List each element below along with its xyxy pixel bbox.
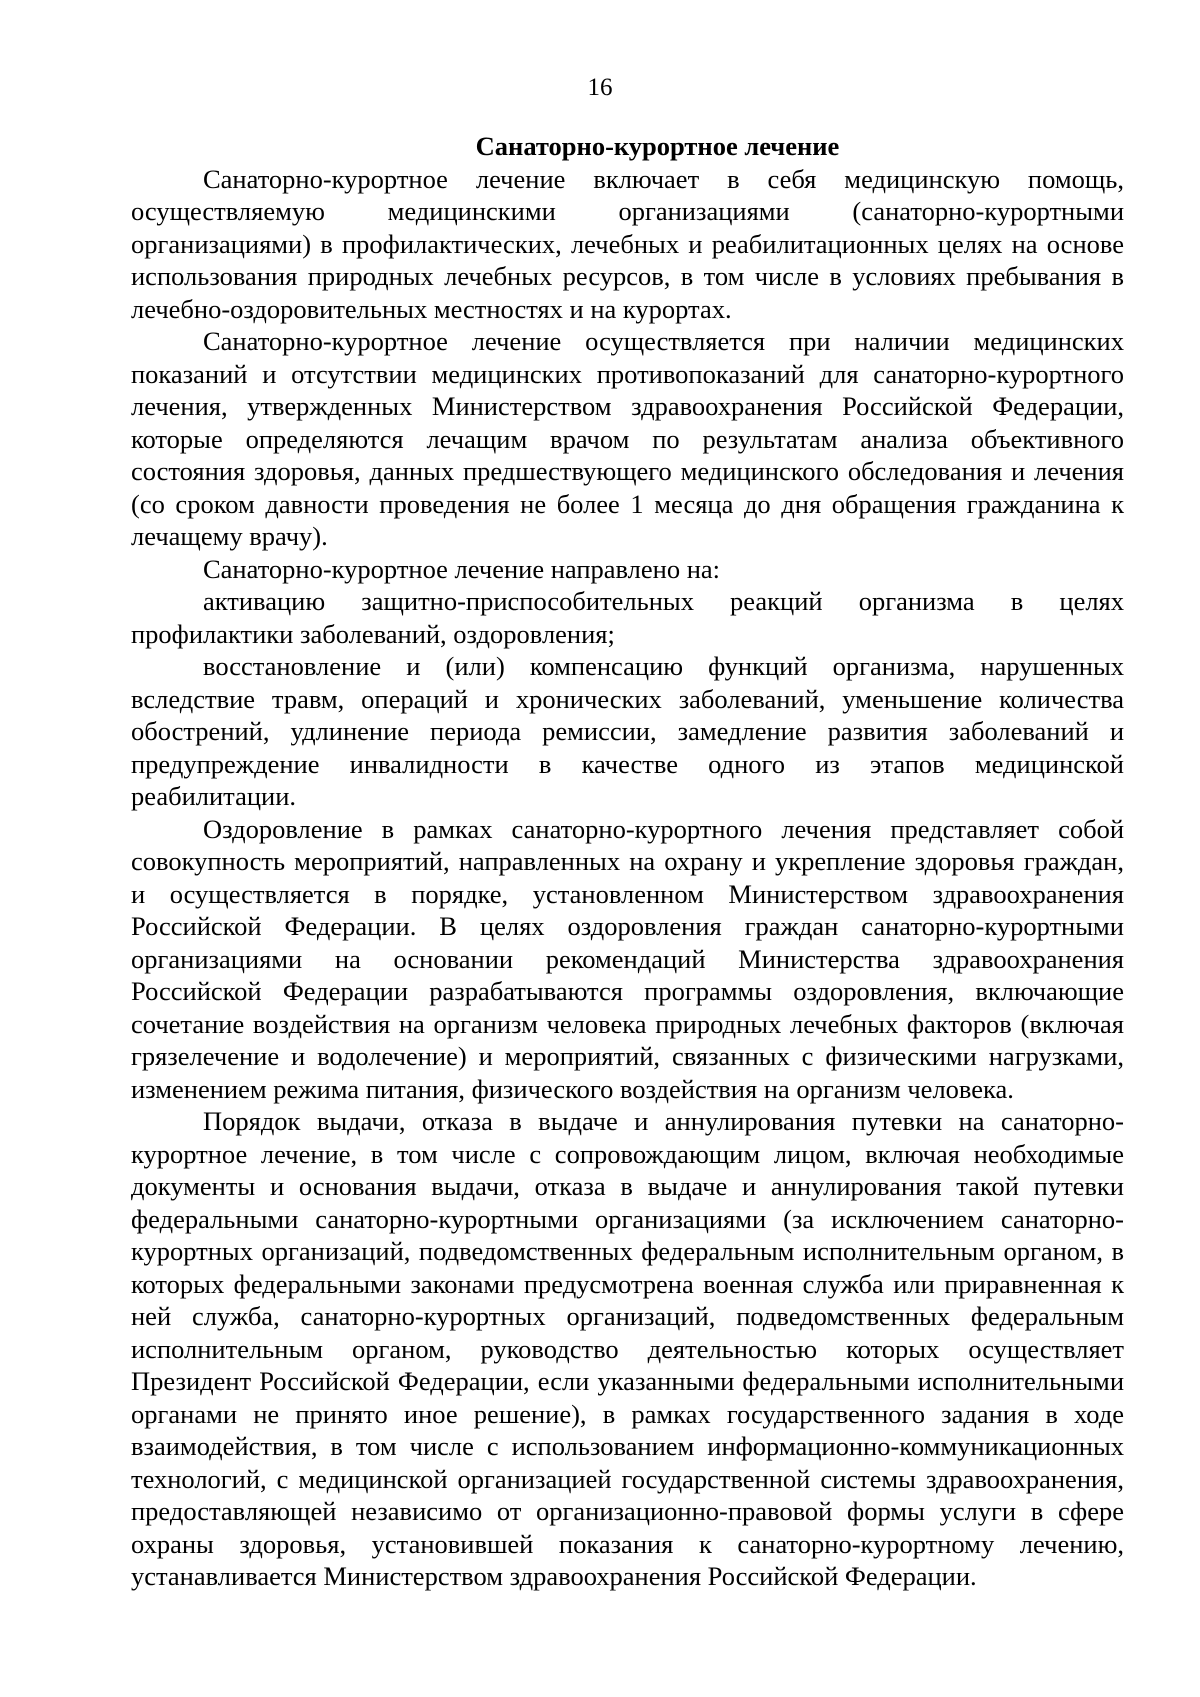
paragraph-definition: Санаторно-курортное лечение включает в себя медицинскую помощь, осуществляемую медицинскими организациями (санаторно-курортными организациями) в профилактических, лечебных и реабилитационных целях на основе использования природных лечебных ресурсов, в том числе в условиях пребывания в лечебно-оздоровительных местностях и на курортах. [131,163,1124,324]
page-number: 16 [587,74,613,101]
paragraph-aim-activation: активацию защитно-приспособительных реакций организма в целях профилактики заболеваний, оздоровления; [131,586,1124,649]
paragraph-voucher-procedure: Порядок выдачи, отказа в выдаче и аннулирования путевки на санаторно-курортное лечение, в том числе с сопровождающим лицом, включая необходимые документы и основания выдачи, отказа в выдаче и аннулирования такой путевки федеральными санаторно-курортными организациями (за исключением санаторно-курортных организаций, подведомственных федеральным исполнительным органом, в которых федеральными законами предусмотрена военная служба или приравненная к ней служба, санаторно-курортных организаций, подведомственных федеральным исполнительным органом, руководство деятельностью которых осуществляет Президент Российской Федерации, если указанными федеральными исполнительными органами не принято иное решение), в рамках государственного задания в ходе взаимодействия, в том числе с использованием информационно-коммуникационных технологий, с медицинской организацией государственной системы здравоохранения, предоставляющей независимо от организационно-правовой формы услуги в сфере охраны здоровья, установившей показания к санаторно-курортному лечению, устанавливается Министерством здравоохранения Российской Федерации. [131,1106,1124,1591]
paragraph-aim-restoration: восстановление и (или) компенсацию функций организма, нарушенных вследствие травм, операций и хронических заболеваний, уменьшение количества обострений, удлинение периода ремиссии, замедление развития заболеваний и предупреждение инвалидности в качестве одного из этапов медицинской реабилитации. [131,651,1124,811]
paragraph-health-improvement: Оздоровление в рамках санаторно-курортного лечения представляет собой совокупность мероприятий, направленных на охрану и укрепление здоровья граждан, и осуществляется в порядке, установленном Министерством здравоохранения Российской Федерации. В целях оздоровления граждан санаторно-курортными организациями на основании рекомендаций Министерства здравоохранения Российской Федерации разрабатываются программы оздоровления, включающие сочетание воздействия на организм человека природных лечебных факторов (включая грязелечение и водолечение) и мероприятий, связанных с физическими нагрузками, изменением режима питания, физического воздействия на организм человека. [131,813,1124,1104]
paragraph-indications: Санаторно-курортное лечение осуществляется при наличии медицинских показаний и отсутствии медицинских противопоказаний для санаторно-курортного лечения, утвержденных Министерством здравоохранения Российской Федерации, которые определяются лечащим врачом по результатам анализа объективного состояния здоровья, данных предшествующего медицинского обследования и лечения (со сроком давности проведения не более 1 месяца до дня обращения гражданина к лечащему врачу). [131,326,1124,551]
document-body [131,130,1124,1593]
section-title: Санаторно-курортное лечение [475,131,840,161]
paragraph-aims-intro: Санаторно-курортное лечение направлено на: [203,553,721,584]
